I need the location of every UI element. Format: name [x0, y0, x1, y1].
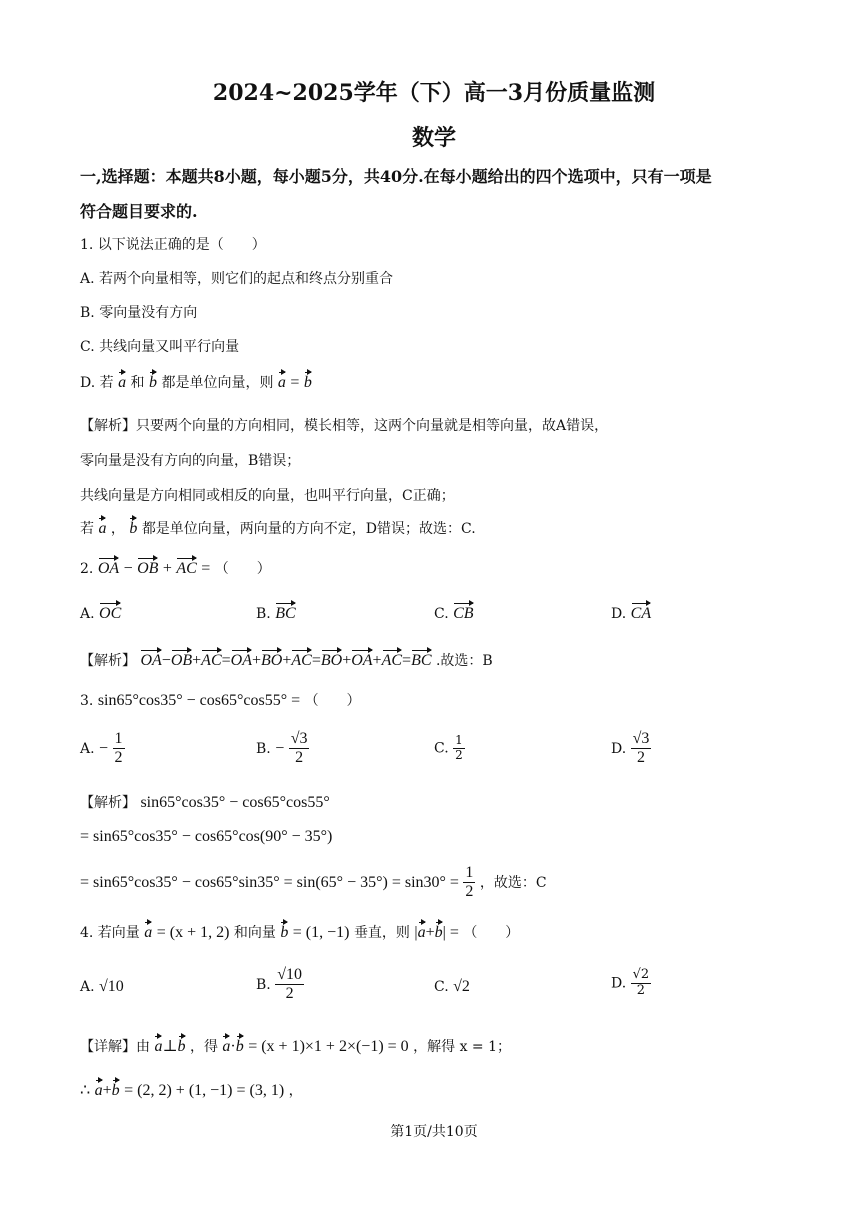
solution-end: .故选：B [435, 653, 493, 669]
perp-sign: ⊥ [162, 1038, 178, 1055]
q4-stem-part1: 4. 若向量 [80, 925, 140, 941]
option-label: C. [434, 740, 449, 757]
equals-sign: = [311, 652, 321, 669]
q3-option-c [434, 734, 465, 763]
solution-label: 【详解】由 [80, 1039, 150, 1055]
subject-title: 数学 [411, 125, 456, 151]
q1-d-mid: 都是单位向量，则 [161, 375, 274, 391]
plus-sign: + [192, 652, 202, 669]
equals-sign: = [290, 374, 300, 391]
vector-oa: OA [140, 652, 162, 669]
vector-b: b [235, 1038, 244, 1055]
plus-sign: + [372, 652, 382, 669]
vector-a: a [222, 1038, 231, 1055]
option-label: D. [611, 740, 627, 757]
vector-ac: AC [381, 652, 403, 669]
minus-sign: − [161, 652, 171, 669]
option-label: C. [434, 606, 449, 622]
q4-sol-expr2: = (2, 2) + (1, −1) = (3, 1) [124, 1082, 285, 1099]
vector-cb: CB [453, 605, 474, 622]
plus-sign: + [425, 924, 435, 941]
vector-a: a [417, 924, 426, 941]
option-label: A. [80, 740, 95, 757]
solution-label: 【解析】 [80, 653, 136, 669]
plus-sign: + [102, 1082, 112, 1099]
sqrt-10: √10 [99, 978, 124, 995]
vector-ca: CA [630, 605, 652, 622]
vector-b: b [129, 520, 138, 537]
section-heading-line2: 符合题目要求的. [80, 202, 198, 221]
vector-a-value: = (x + 1, 2) [156, 924, 230, 941]
vector-oa: OA [351, 652, 373, 669]
vector-bo: BO [320, 652, 343, 669]
equals-sign: = [402, 652, 412, 669]
numerator: √2 [632, 967, 650, 982]
numerator: √3 [289, 730, 310, 749]
q2-option-a [80, 605, 121, 623]
vector-ob: OB [137, 560, 159, 577]
vector-a: a [277, 374, 286, 391]
q3-expression: sin65°cos35° − cos65°cos55° = [97, 692, 301, 709]
q3-option-b [256, 730, 309, 768]
plus-sign: + [282, 652, 292, 669]
fraction [289, 730, 310, 768]
vector-a: a [94, 1082, 103, 1099]
denominator: 2 [637, 749, 646, 767]
numerator: 1 [463, 864, 475, 883]
fraction [113, 730, 125, 768]
vector-b-value: = (1, −1) [292, 924, 350, 941]
q1-solution-line2: 零向量是没有方向的向量，B错误； [80, 453, 301, 469]
q4-option-c [434, 978, 470, 996]
vector-oc: OC [99, 605, 122, 622]
minus-sign: − [275, 739, 285, 757]
therefore-sign: ∴ [80, 1082, 91, 1099]
vector-a: a [118, 374, 127, 391]
vector-b: b [149, 374, 157, 391]
vector-b: b [434, 924, 443, 941]
denominator: 2 [295, 749, 304, 767]
fraction [275, 966, 304, 1004]
option-label: D. [611, 975, 627, 992]
sqrt-2: √2 [453, 978, 470, 995]
vector-ob: OB [170, 652, 193, 669]
vector-b: b [177, 1038, 186, 1055]
numerator: √3 [631, 730, 652, 749]
fraction [453, 734, 465, 763]
q1-option-b: B. 零向量没有方向 [80, 305, 198, 321]
numerator: 1 [455, 733, 463, 747]
vector-b: b [111, 1082, 120, 1099]
q4-stem [80, 922, 519, 942]
numerator: √10 [275, 966, 304, 985]
q3-solution-line1 [80, 792, 330, 812]
option-label: B. [256, 606, 271, 622]
vector-ac: AC [201, 652, 222, 669]
answer-blank: （ ） [304, 693, 361, 709]
solution-label: 【解析】 [80, 795, 136, 811]
option-label: A. [80, 606, 95, 622]
abs-bar: | = [442, 924, 459, 941]
q4-sol-end1: ，解得 x = 1； [413, 1039, 512, 1055]
q3-solution-line3 [80, 864, 547, 902]
q2-option-d [611, 605, 651, 623]
vector-a: a [144, 924, 153, 941]
plus-sign: + [342, 652, 352, 669]
q4-stem-part3: 垂直，则 [353, 925, 410, 941]
denominator: 2 [285, 985, 294, 1003]
section-heading-line1: 一,选择题：本题共8小题，每小题5分，共40分.在每小题给出的四个选项中，只有一项是 [80, 167, 712, 186]
q4-sol-end2: ， [288, 1083, 303, 1099]
comma: ， [110, 521, 125, 537]
q1-d-and: 和 [130, 375, 145, 391]
page-number: 第1页/共10页 [390, 1124, 478, 1140]
vector-bc: BC [275, 605, 296, 622]
denominator: 2 [114, 749, 123, 767]
vector-a: a [98, 520, 107, 537]
fraction [463, 864, 475, 902]
vector-b: b [280, 924, 289, 941]
vector-ac: AC [176, 560, 197, 577]
q1-sol4-prefix: 若 [80, 521, 94, 537]
q1-solution-line3: 共线向量是方向相同或相反的向量，也叫平行向量，C正确； [80, 488, 455, 504]
q1-solution-line4 [80, 518, 476, 538]
q3-stem [80, 690, 361, 710]
fraction [631, 968, 652, 999]
plus-sign: + [251, 652, 262, 669]
vector-bc: BC [411, 652, 432, 669]
q1-option-c: C. 共线向量又叫平行向量 [80, 339, 240, 355]
answer-blank: （ ） [214, 561, 271, 577]
q1-option-d [80, 372, 312, 392]
option-label: B. [256, 976, 271, 993]
vector-ac: AC [291, 652, 312, 669]
option-label: B. [256, 740, 271, 757]
q3-sol-expr1: sin65°cos35° − cos65°cos55° [140, 794, 330, 811]
option-label: A. [80, 979, 95, 995]
q1-d-prefix: D. 若 [80, 375, 114, 391]
vector-oa: OA [97, 560, 120, 577]
q1-stem: 1. 以下说法正确的是（ ） [80, 237, 266, 253]
q4-option-d [611, 968, 651, 999]
q4-option-b [256, 966, 304, 1004]
vector-oa: OA [230, 652, 252, 669]
q2-stem [80, 558, 271, 578]
q3-solution-line2: = sin65°cos35° − cos65°cos(90° − 35°) [80, 828, 333, 845]
q4-stem-part2: 和向量 [233, 925, 276, 941]
q1-solution-line1: 【解析】只要两个向量的方向相同，模长相等，这两个向量就是相等向量，故A错误， [80, 418, 609, 434]
q3-option-d [611, 730, 651, 768]
dot-sign: · [230, 1038, 236, 1055]
q3-option-a [80, 730, 125, 768]
option-label: C. [434, 979, 449, 995]
numerator: 1 [113, 730, 125, 749]
denominator: 2 [455, 747, 463, 762]
page-title: 2024~2025学年（下）高一3月份质量监测 [212, 80, 656, 106]
answer-blank: （ ） [463, 925, 520, 941]
fraction [631, 730, 652, 768]
vector-bo: BO [261, 652, 283, 669]
q1-sol4-rest: 都是单位向量，两向量的方向不定，D错误；故选：C. [141, 521, 476, 537]
abs-bar: | [414, 924, 418, 941]
equals-sign: = [221, 652, 231, 669]
vector-a: a [154, 1038, 163, 1055]
q2-option-c [434, 605, 474, 623]
denominator: 2 [465, 883, 474, 901]
q2-solution [80, 650, 493, 670]
solution-end: ，故选：C [479, 874, 547, 891]
option-label: D. [611, 606, 627, 622]
q3-number: 3. [80, 693, 94, 709]
q4-sol-expr1: = (x + 1)×1 + 2×(−1) = 0 [248, 1038, 409, 1055]
q4-solution-line1 [80, 1036, 511, 1056]
denominator: 2 [636, 982, 646, 998]
q1-option-a: A. 若两个向量相等，则它们的起点和终点分别重合 [80, 271, 394, 287]
minus-sign: − [123, 560, 133, 577]
plus-sign: + [162, 560, 172, 577]
vector-b: b [303, 374, 312, 391]
q4-solution-line2 [80, 1080, 303, 1100]
minus-sign: − [99, 739, 109, 757]
q4-option-a [80, 978, 124, 996]
q3-sol-expr3: = sin65°cos35° − cos65°sin35° = sin(65° − 35°) = sin30° = [80, 873, 459, 891]
q2-option-b [256, 605, 296, 623]
q4-sol-mid: ，得 [189, 1039, 218, 1055]
q2-number: 2. [80, 561, 94, 577]
equals-sign: = [201, 560, 211, 577]
